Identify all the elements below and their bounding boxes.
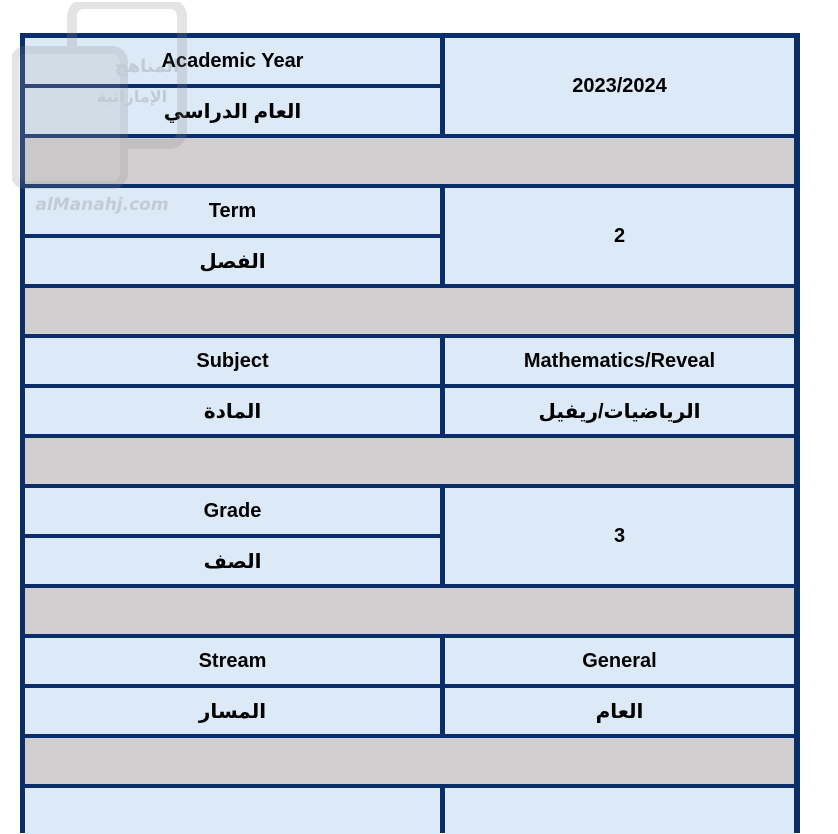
next-row-left-cell: [25, 788, 440, 834]
separator-row: [25, 288, 794, 334]
subject-value-ar: الرياضيات/ريفيل: [445, 388, 794, 434]
stream-value-ar: العام: [445, 688, 794, 734]
subject-label-en: Subject: [25, 338, 440, 384]
academic-year-value: 2023/2024: [445, 38, 794, 134]
stream-label-en: Stream: [25, 638, 440, 684]
academic-year-label-ar: العام الدراسي: [25, 88, 440, 134]
term-label-en: Term: [25, 188, 440, 234]
watermark-line1: المناهج: [114, 56, 180, 77]
stream-value-en: General: [445, 638, 794, 684]
stream-label-ar: المسار: [25, 688, 440, 734]
separator-row: [25, 588, 794, 634]
subject-label-ar: المادة: [25, 388, 440, 434]
info-table: [20, 33, 800, 833]
grade-label-ar: الصف: [25, 538, 440, 584]
next-row-right-cell: [445, 788, 794, 834]
separator-row: [25, 138, 794, 184]
watermark-site: alManahj.com: [35, 195, 169, 215]
separator-row: [25, 738, 794, 784]
grade-label-en: Grade: [25, 488, 440, 534]
watermark-line2: الإماراتية: [96, 87, 168, 106]
separator-row: [25, 438, 794, 484]
grade-value: 3: [445, 488, 794, 584]
academic-year-label-en: Academic Year: [25, 38, 440, 84]
term-value: 2: [445, 188, 794, 284]
term-label-ar: الفصل: [25, 238, 440, 284]
subject-value-en: Mathematics/Reveal: [445, 338, 794, 384]
